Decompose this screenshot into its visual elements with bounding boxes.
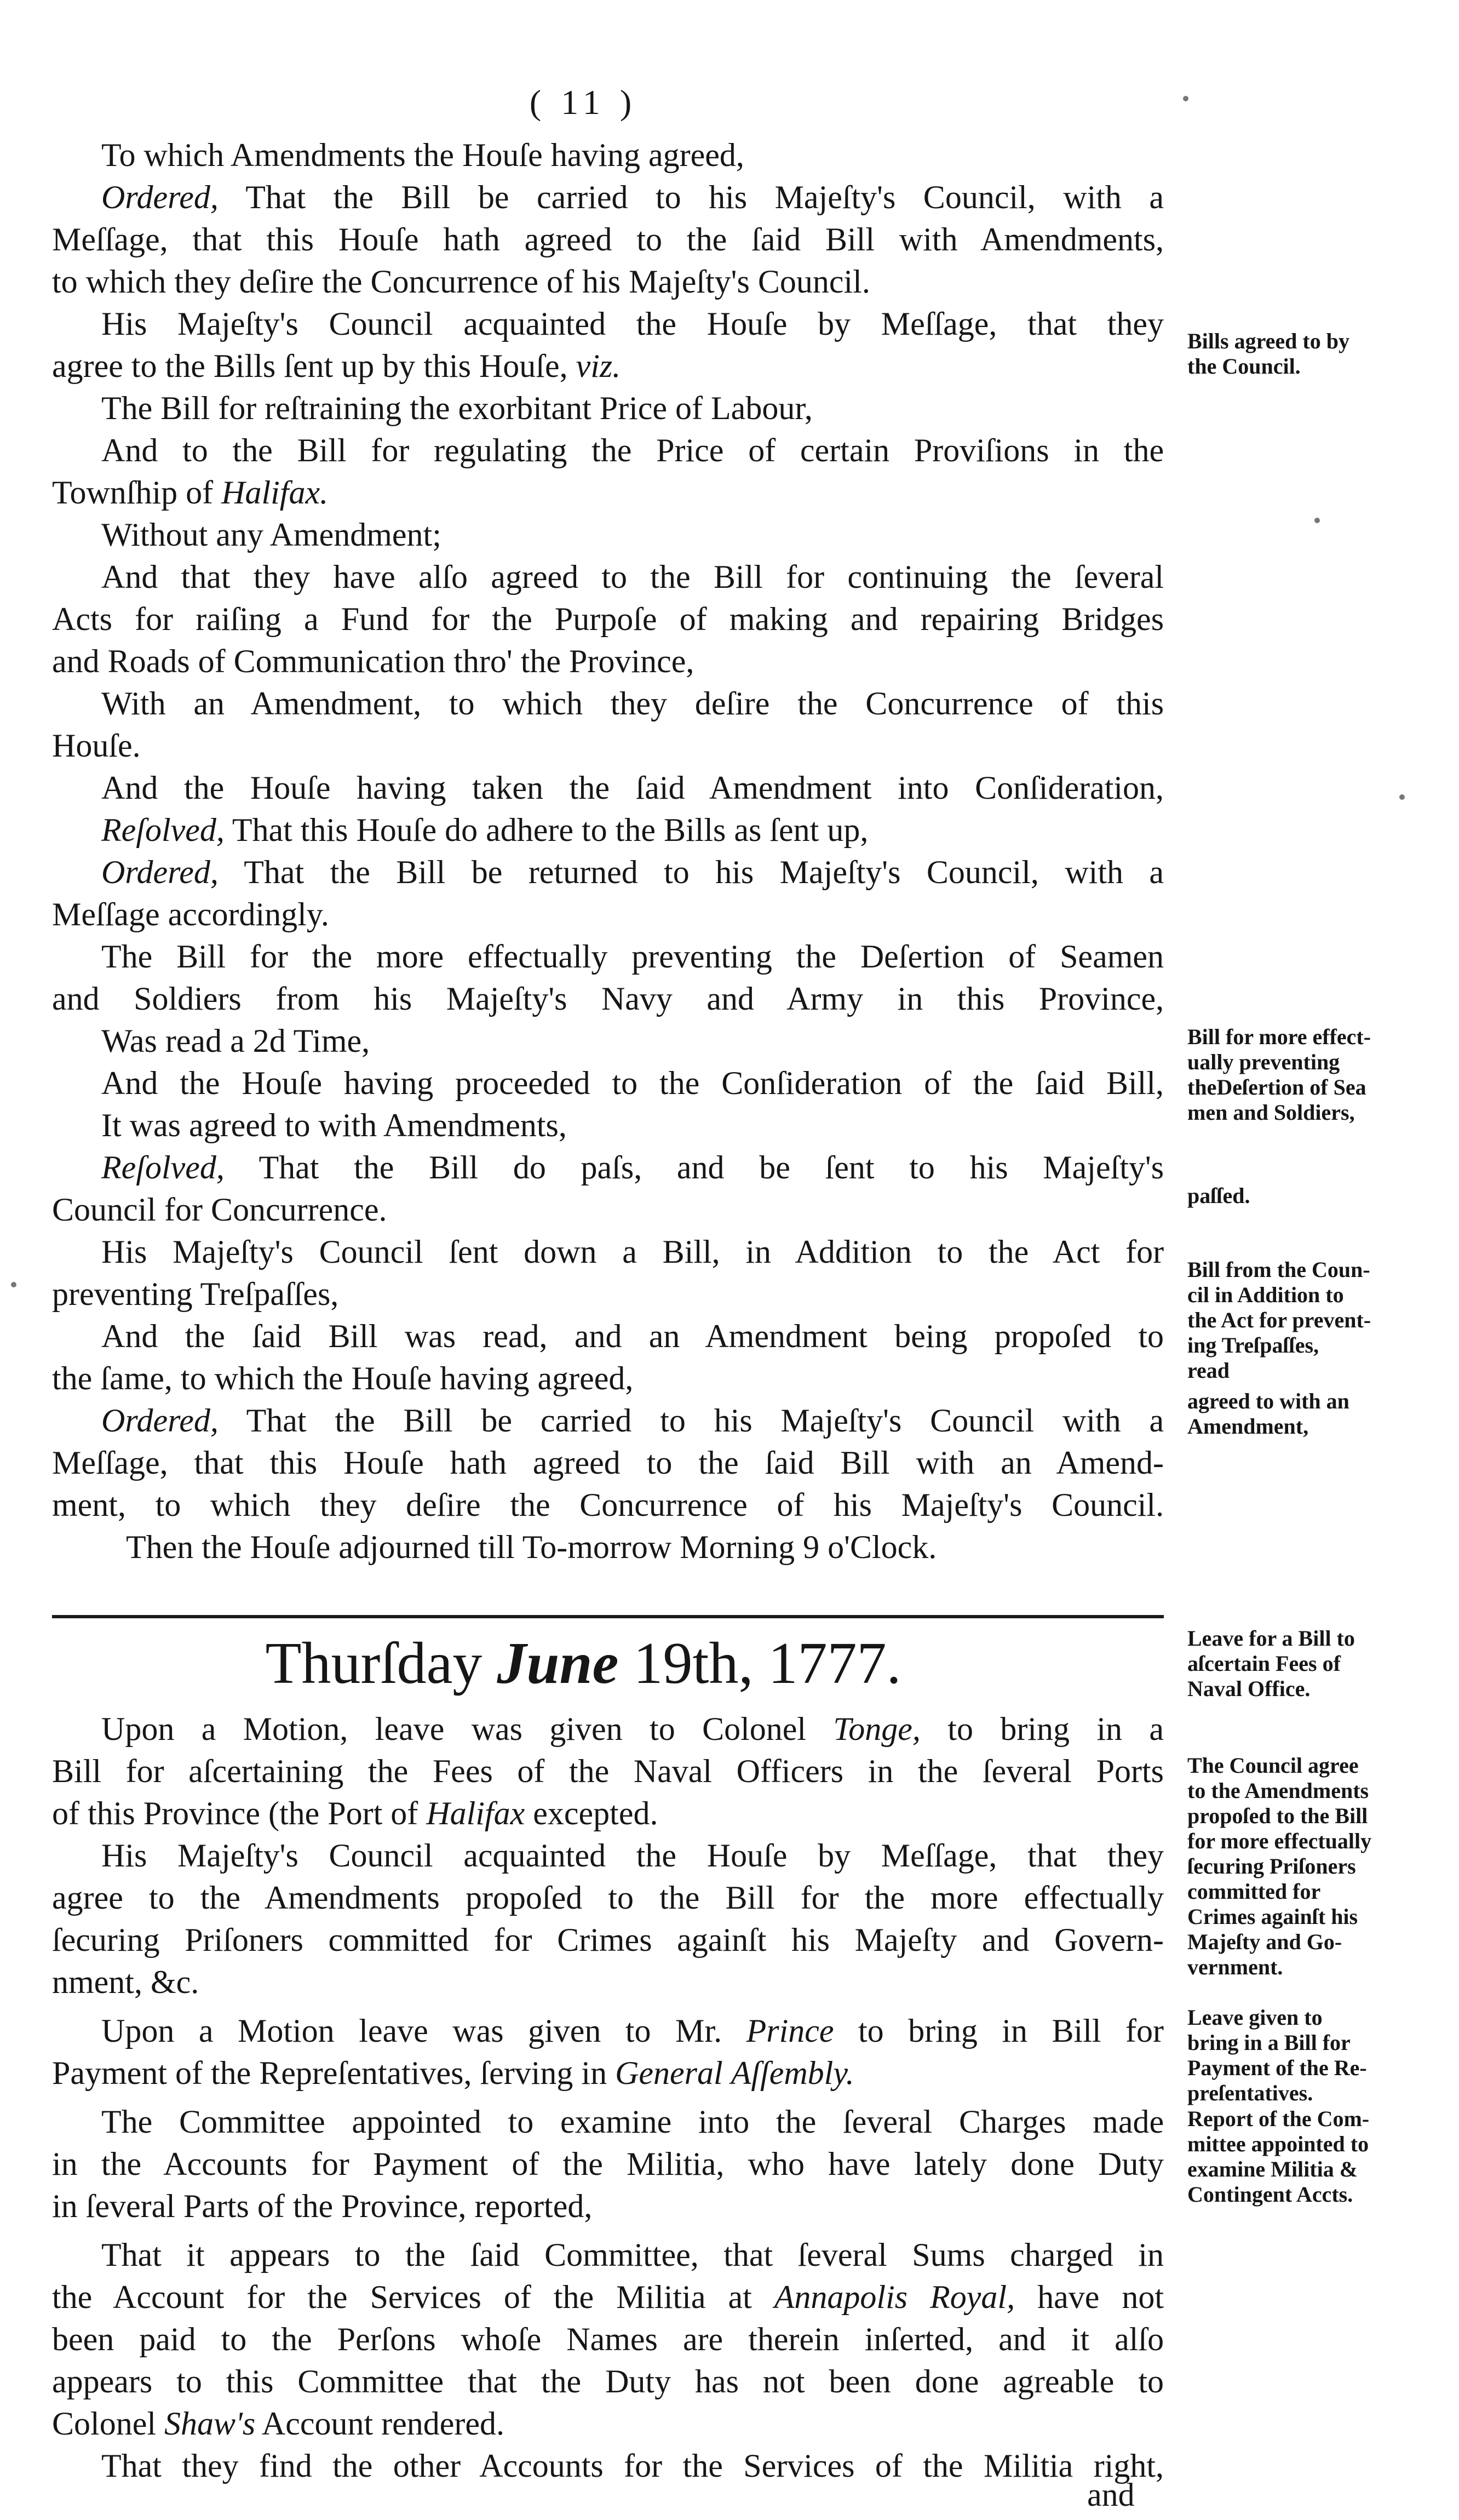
body-line: Was read a 2d Time, (101, 1023, 370, 1059)
body-line: appears to this Committee that the Duty has not been done agreable to (52, 2363, 1164, 2399)
margin-note-line: ſecuring Priſoners (1187, 1854, 1356, 1878)
body-line: Townſhip of Halifax. (52, 474, 329, 511)
body-line: Then the Houſe adjourned till To-morrow Morning 9 o'Clock. (126, 1529, 937, 1565)
page-number: ( 11 ) (529, 83, 637, 122)
scan-speck (1314, 518, 1320, 523)
catchword: and (1087, 2477, 1135, 2513)
body-line: ment, to which they deſire the Concurrence of his Majeſty's Council. (52, 1487, 1164, 1523)
margin-note-line: Bills agreed to by (1187, 329, 1349, 353)
margin-note-line: to the Amendments (1187, 1778, 1369, 1803)
body-line: The Committee appointed to examine into the ſeveral Charges made (101, 2104, 1164, 2140)
body-line: To which Amendments the Houſe having agreed, (101, 137, 744, 173)
margin-note-line: read (1187, 1358, 1230, 1383)
body-line: Reſolved, That this Houſe do adhere to the Bills as ſent up, (101, 812, 869, 848)
body-line: His Majeſty's Council ſent down a Bill, in Addition to the Act for (101, 1234, 1164, 1270)
body-line: Meſſage accordingly. (52, 896, 329, 932)
body-line: Acts for raiſing a Fund for the Purpoſe of making and repairing Bridges (52, 601, 1164, 637)
body-line: the ſame, to which the Houſe having agreed, (52, 1360, 634, 1396)
body-line: That they find the other Accounts for the Services of the Militia right, (101, 2448, 1164, 2484)
body-line: The Bill for reſtraining the exorbitant Price of Labour, (101, 390, 813, 426)
body-line: And the ſaid Bill was read, and an Amendment being propoſed to (101, 1318, 1164, 1354)
body-line: Houſe. (52, 728, 141, 764)
body-line: Without any Amendment; (101, 517, 441, 553)
body-line: Ordered, That the Bill be returned to his Majeſty's Council, with a (101, 854, 1164, 890)
body-line: nment, &c. (52, 1964, 199, 2000)
margin-note-line: bring in a Bill for (1187, 2030, 1351, 2055)
body-line: and Roads of Communication thro' the Province, (52, 643, 694, 679)
margin-note-line: for more effectually (1187, 1829, 1372, 1853)
scan-speck (11, 1282, 16, 1287)
body-line: agree to the Bills ſent up by this Houſe, viz. (52, 348, 621, 384)
margin-note-line: agreed to with an (1187, 1389, 1349, 1413)
body-line: Meſſage, that this Houſe hath agreed to the ſaid Bill with an Amend- (52, 1445, 1164, 1481)
body-line: Payment of the Repreſentatives, ſerving in General Aſſembly. (52, 2055, 854, 2091)
margin-note-line: Majeſty and Go- (1187, 1929, 1342, 1954)
body-line: the Account for the Services of the Militia at Annapolis Royal, have not (52, 2279, 1164, 2315)
body-line: It was agreed to with Amendments, (101, 1107, 567, 1143)
margin-note-line: examine Militia & (1187, 2157, 1358, 2181)
body-line: With an Amendment, to which they deſire the Concurrence of this (101, 685, 1164, 721)
margin-note-line: propoſed to the Bill (1187, 1803, 1368, 1828)
margin-note-line: Leave given to (1187, 2005, 1323, 2030)
section-divider (52, 1615, 1164, 1618)
body-line: The Bill for the more effectually preventing the Deſertion of Seamen (101, 938, 1164, 975)
body-line: Ordered, That the Bill be carried to his Majeſty's Council with a (101, 1402, 1164, 1439)
margin-note-line: Naval Office. (1187, 1676, 1311, 1701)
margin-note-line: vernment. (1187, 1955, 1283, 1979)
body-line: in the Accounts for Payment of the Militia, who have lately done Duty (52, 2146, 1164, 2182)
body-line: agree to the Amendments propoſed to the Bill for the more effectually (52, 1880, 1164, 1916)
margin-note-line: The Council agree (1187, 1753, 1359, 1778)
body-line: been paid to the Perſons whoſe Names are therein inſerted, and it alſo (52, 2321, 1164, 2357)
margin-note-line: Amendment, (1187, 1414, 1309, 1439)
body-line: And the Houſe having proceeded to the Conſideration of the ſaid Bill, (101, 1065, 1164, 1101)
margin-note-line: ing Treſpaſſes, (1187, 1333, 1319, 1358)
margin-note-line: mittee appointed to (1187, 2132, 1369, 2156)
margin-note-line: Contingent Accts. (1187, 2182, 1353, 2207)
date-heading (0, 1630, 1167, 1698)
body-line: in ſeveral Parts of the Province, reported, (52, 2188, 593, 2224)
heading-date: 19th, 1777. (633, 1631, 901, 1696)
scan-speck (1183, 96, 1188, 101)
margin-note-line: ually preventing (1187, 1050, 1340, 1074)
body-line: Upon a Motion leave was given to Mr. Prince to bring in Bill for (101, 2013, 1164, 2049)
margin-note-line: Bill for more effect- (1187, 1024, 1371, 1049)
body-line: preventing Treſpaſſes, (52, 1276, 339, 1312)
body-line: Meſſage, that this Houſe hath agreed to the ſaid Bill with Amendments, (52, 221, 1164, 257)
margin-note-line: Leave for a Bill to (1187, 1626, 1355, 1651)
body-line: That it appears to the ſaid Committee, that ſeveral Sums charged in (101, 2237, 1164, 2273)
margin-note-line: Crimes againſt his (1187, 1904, 1358, 1929)
body-line: to which they deſire the Concurrence of his Majeſty's Council. (52, 264, 870, 300)
body-line: Council for Concurrence. (52, 1192, 387, 1228)
body-line: His Majeſty's Council acquainted the Houſe by Meſſage, that they (101, 306, 1164, 342)
body-line: Ordered, That the Bill be carried to his Majeſty's Council, with a (101, 179, 1164, 215)
body-line: And the Houſe having taken the ſaid Amendment into Conſideration, (101, 770, 1164, 806)
margin-note-line: paſſed. (1187, 1183, 1250, 1208)
margin-note-line: Payment of the Re- (1187, 2055, 1367, 2080)
heading-month: June (497, 1631, 619, 1696)
scan-speck (1399, 794, 1405, 800)
margin-note-line: aſcertain Fees of (1187, 1651, 1341, 1676)
margin-note-line: the Act for prevent- (1187, 1308, 1371, 1332)
margin-note-line: Report of the Com- (1187, 2106, 1370, 2131)
margin-note-line: preſentatives. (1187, 2081, 1313, 2105)
margin-note-line: men and Soldiers, (1187, 1100, 1355, 1125)
body-line: and Soldiers from his Majeſty's Navy and Army in this Province, (52, 981, 1164, 1017)
body-line: And that they have alſo agreed to the Bill for continuing the ſeveral (101, 559, 1164, 595)
body-line: Colonel Shaw's Account rendered. (52, 2406, 505, 2442)
heading-day: Thurſday (265, 1631, 482, 1696)
body-line: His Majeſty's Council acquainted the Houſe by Meſſage, that they (101, 1837, 1164, 1874)
margin-note-line: committed for (1187, 1879, 1321, 1904)
margin-note-line: cil in Addition to (1187, 1282, 1344, 1307)
body-line: Bill for aſcertaining the Fees of the Naval Officers in the ſeveral Ports (52, 1753, 1164, 1789)
body-line: Upon a Motion, leave was given to Colonel Tonge, to bring in a (101, 1711, 1164, 1747)
margin-note-line: theDeſertion of Sea (1187, 1075, 1366, 1099)
body-line: And to the Bill for regulating the Price of certain Proviſions in the (101, 432, 1164, 468)
body-line: of this Province (the Port of Halifax excepted. (52, 1795, 658, 1831)
body-line: Reſolved, That the Bill do paſs, and be ſent to his Majeſty's (101, 1149, 1164, 1185)
margin-note-line: the Council. (1187, 354, 1301, 379)
margin-note-line: Bill from the Coun- (1187, 1257, 1370, 1282)
body-line: ſecuring Priſoners committed for Crimes againſt his Majeſty and Govern- (52, 1922, 1164, 1958)
